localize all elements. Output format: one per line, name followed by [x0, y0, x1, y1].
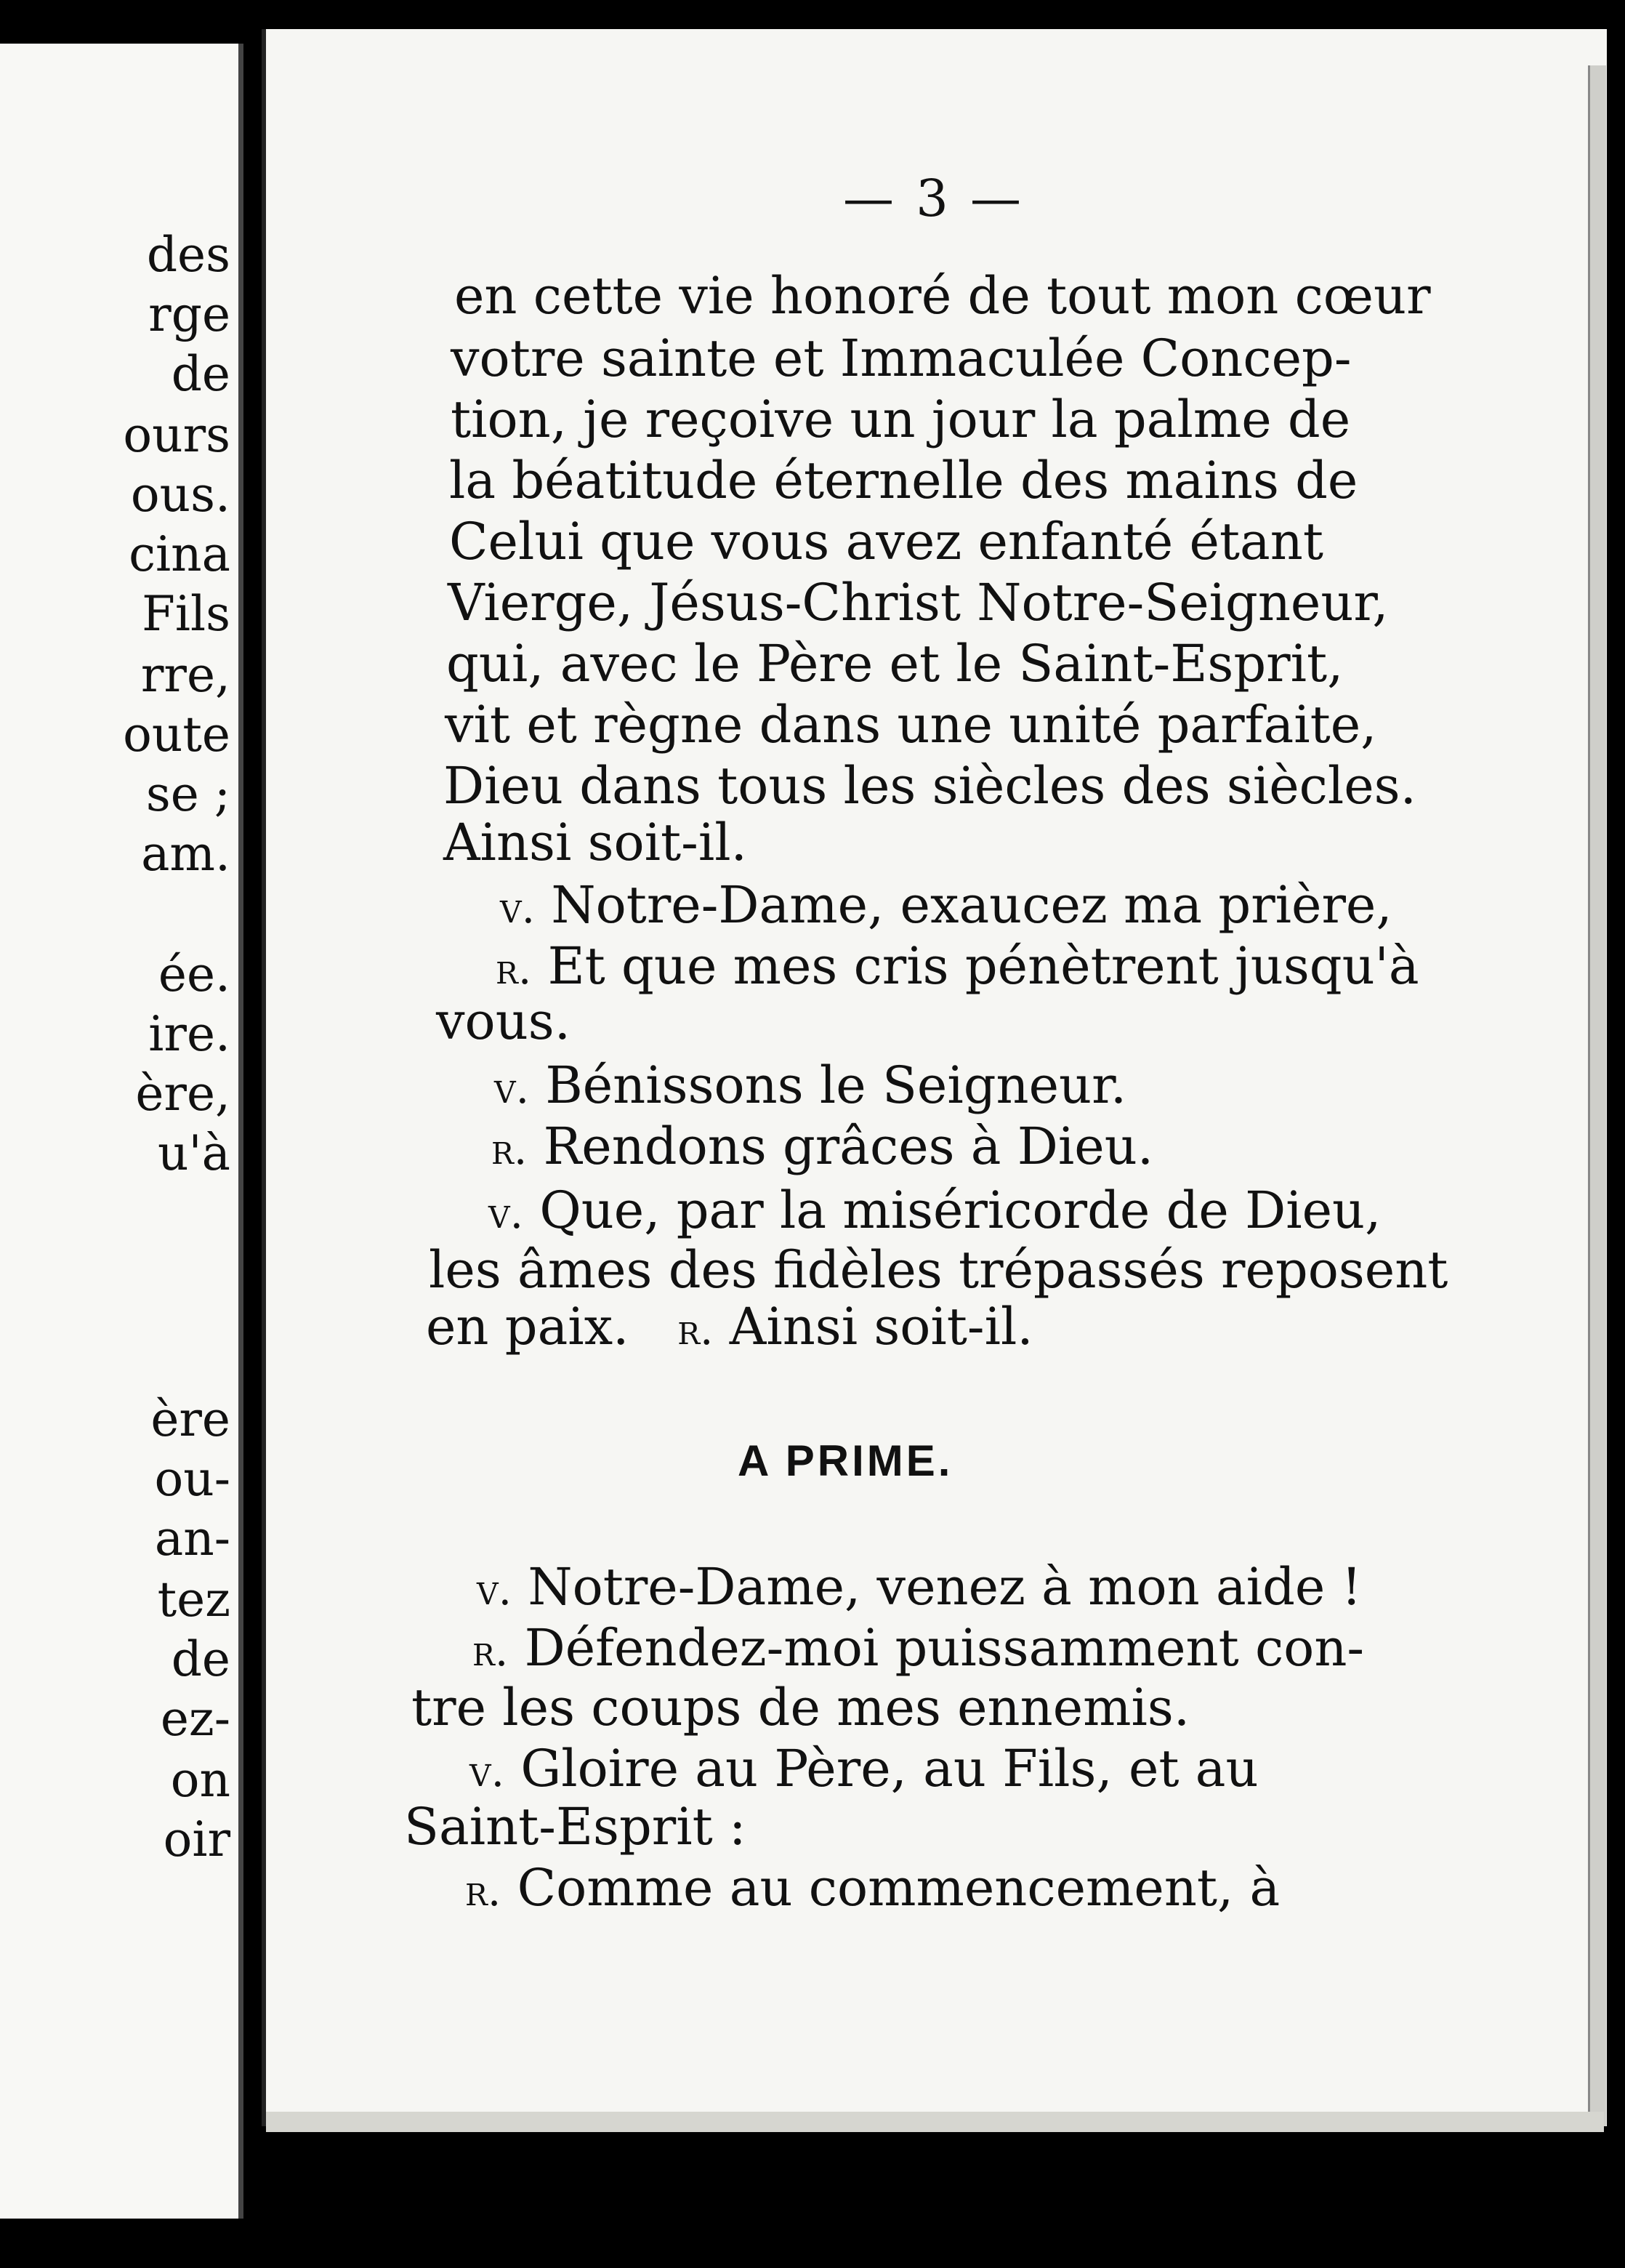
response-line — [491, 1117, 1154, 1176]
versicle-marker: v. — [494, 1063, 530, 1113]
versicle-marker: v. — [477, 1565, 512, 1614]
versicle-line — [477, 1557, 1362, 1617]
response-text: Rendons grâces à Dieu. — [543, 1117, 1154, 1176]
text-line: Vierge, Jésus-Christ Notre-Seigneur, — [448, 573, 1389, 632]
previous-page-line: Fils — [142, 586, 230, 642]
versicle-text: Notre-Dame, exaucez ma prière, — [551, 875, 1392, 935]
response-text: Ainsi soit-il. — [729, 1297, 1033, 1356]
response-text: Comme au commencement, à — [517, 1858, 1281, 1918]
previous-page-line: ou- — [154, 1451, 230, 1507]
previous-page-fragment — [0, 44, 243, 2219]
versicle-text: Gloire au Père, au Fils, et au — [520, 1739, 1259, 1798]
response-line — [496, 936, 1419, 996]
text-line: les âmes des fidèles trépassés reposent — [429, 1240, 1448, 1300]
page-number: — 3 — — [843, 169, 1025, 228]
previous-page-line: am. — [141, 826, 230, 882]
text-line: en cette vie honoré de tout mon cœur — [454, 266, 1431, 326]
page-edge-bottom — [266, 2112, 1604, 2132]
previous-page-line: rre, — [140, 647, 230, 703]
text-line: tion, je reçoive un jour la palme de — [451, 390, 1351, 449]
versicle-text: Notre-Dame, venez à mon aide ! — [528, 1557, 1362, 1617]
previous-page-line: ée. — [158, 946, 230, 1002]
text-line — [426, 1297, 1033, 1356]
previous-page-line: cina — [129, 526, 230, 582]
previous-page-line: se ; — [145, 766, 230, 822]
previous-page-line: ous. — [130, 467, 230, 523]
response-text: Défendez-moi puissamment con- — [524, 1618, 1365, 1678]
previous-page-line: des — [146, 227, 230, 283]
page-edge-right — [1588, 65, 1606, 2126]
text-line: la béatitude éternelle des mains de — [449, 451, 1358, 510]
response-line — [472, 1618, 1365, 1678]
text-line: tre les coups de mes ennemis. — [411, 1678, 1190, 1737]
versicle-marker: v. — [500, 883, 536, 933]
previous-page-line: ire. — [148, 1006, 230, 1062]
previous-page-line: de — [171, 346, 230, 402]
response-marker: r. — [677, 1305, 714, 1354]
response-marker: r. — [491, 1125, 528, 1174]
previous-page-line: ère — [150, 1391, 230, 1447]
text-line: Ainsi soit-il. — [443, 813, 747, 872]
versicle-line — [488, 1181, 1382, 1240]
previous-page-line: rge — [148, 286, 230, 342]
versicle-text: Que, par la miséricorde de Dieu, — [539, 1181, 1382, 1240]
response-text: Et que mes cris pénètrent jusqu'à — [547, 936, 1419, 996]
versicle-line — [494, 1055, 1127, 1115]
text-line: votre sainte et Immaculée Concep- — [451, 329, 1352, 388]
text-line: Saint-Esprit : — [404, 1797, 746, 1857]
versicle-marker: v. — [469, 1747, 505, 1796]
versicle-text: Bénissons le Seigneur. — [545, 1055, 1127, 1115]
text-line: Celui que vous avez enfanté étant — [449, 512, 1323, 571]
previous-page-line: ours — [123, 407, 230, 463]
response-line — [465, 1858, 1281, 1918]
text-fragment: en paix. — [426, 1297, 629, 1356]
previous-page-line: u'à — [158, 1125, 230, 1181]
response-marker: r. — [472, 1626, 509, 1676]
previous-page-line: tez — [157, 1572, 230, 1628]
versicle-line — [469, 1739, 1259, 1798]
text-line: vous. — [436, 992, 570, 1051]
section-heading: A PRIME. — [738, 1436, 953, 1485]
text-line: Dieu dans tous les siècles des siècles. — [443, 756, 1416, 816]
previous-page-line: ère, — [135, 1066, 230, 1122]
versicle-line — [500, 875, 1392, 935]
previous-page-line: ez- — [160, 1691, 230, 1747]
previous-page-line: on — [170, 1752, 230, 1808]
previous-page-line: oir — [163, 1811, 230, 1867]
text-line: qui, avec le Père et le Saint-Esprit, — [446, 634, 1344, 693]
response-marker: r. — [465, 1866, 501, 1915]
previous-page-line: de — [171, 1631, 230, 1687]
versicle-marker: v. — [488, 1189, 524, 1238]
text-line: vit et règne dans une unité parfaite, — [445, 695, 1377, 755]
previous-page-line: an- — [154, 1511, 230, 1567]
response-marker: r. — [496, 944, 532, 994]
previous-page-line: oute — [123, 707, 230, 763]
